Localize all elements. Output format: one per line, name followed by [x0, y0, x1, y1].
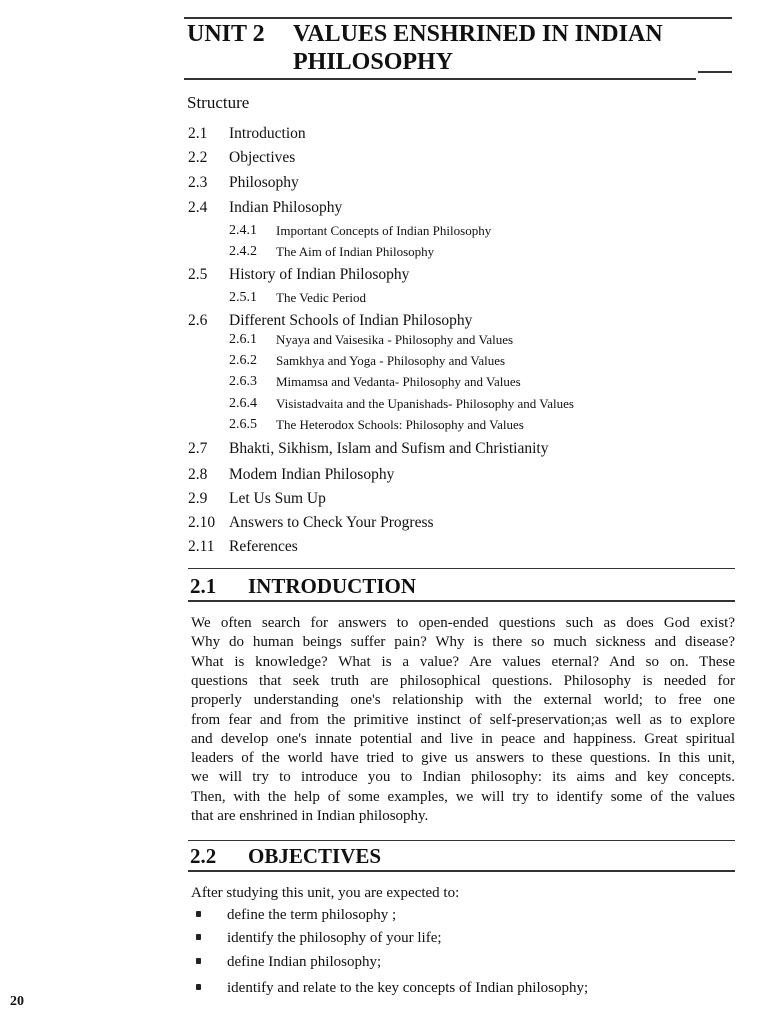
- toc-item-number: 2.5: [188, 266, 208, 283]
- introduction-heading: [190, 574, 416, 599]
- toc-item-title: Different Schools of Indian Philosophy: [229, 312, 473, 329]
- toc-item-title: Visistadvaita and the Upanishads- Philosophy and Values: [276, 396, 574, 411]
- toc-item-number: 2.1: [188, 125, 208, 142]
- toc-item-number: 2.4: [188, 199, 208, 216]
- objectives-heading: [190, 844, 381, 869]
- toc-item-number: 2.7: [188, 440, 208, 457]
- toc-item-title: Indian Philosophy: [229, 199, 343, 216]
- toc-item-number: 2.9: [188, 490, 208, 507]
- introduction-line: Why do human beings suffer pain? Why is there so much sickness and disease?: [191, 634, 735, 651]
- toc-item-title: Mimamsa and Vedanta- Philosophy and Values: [276, 374, 521, 389]
- objective-text: define Indian philosophy;: [227, 954, 382, 970]
- introduction-line: we will try to introduce you to Indian philosophy: its aims and key concepts.: [191, 769, 735, 786]
- toc-item-title: The Heterodox Schools: Philosophy and Values: [276, 417, 524, 432]
- page-number: 20: [10, 994, 24, 1009]
- unit-number: UNIT 2: [187, 21, 265, 47]
- toc-item-number: 2.6.1: [229, 332, 257, 347]
- toc-item-number: 2.6.3: [229, 374, 257, 389]
- toc-item-number: 2.2: [188, 149, 208, 166]
- toc-item-title: Introduction: [229, 125, 306, 142]
- introduction-line: What is knowledge? What is a value? Are values eternal? And so on. These: [191, 653, 735, 670]
- toc-item-number: 2.4.2: [229, 244, 257, 259]
- introduction-line: properly understanding one's relationship with the external world; to free one: [191, 692, 735, 709]
- toc-item-number: 2.10: [188, 514, 216, 531]
- toc-item-title: Answers to Check Your Progress: [229, 514, 434, 531]
- objectives-number: 2.2: [190, 844, 217, 868]
- bullet-icon: [196, 911, 201, 917]
- toc-item-title: The Vedic Period: [276, 290, 367, 305]
- toc-item-number: 2.6: [188, 312, 208, 329]
- top-rule: [184, 17, 732, 19]
- toc-item-title: Philosophy: [229, 174, 299, 191]
- objectives-intro: After studying this unit, you are expected to:: [191, 885, 460, 901]
- unit-title-line1: VALUES ENSHRINED IN INDIAN: [293, 21, 663, 47]
- unit-title-line2: PHILOSOPHY: [293, 49, 454, 75]
- toc-item-number: 2.11: [188, 538, 215, 555]
- toc-item-number: 2.5.1: [229, 290, 257, 305]
- toc-item-title: Let Us Sum Up: [229, 490, 326, 507]
- structure-label: Structure: [187, 93, 250, 112]
- toc-item-title: Modem Indian Philosophy: [229, 466, 395, 483]
- toc-item-number: 2.6.2: [229, 353, 257, 368]
- intro-bottom-rule: [188, 600, 735, 602]
- introduction-line: Then, with the help of some examples, we will try to identify some of the values: [191, 788, 735, 805]
- toc-item-title: History of Indian Philosophy: [229, 266, 410, 283]
- bullet-icon: [196, 958, 201, 964]
- toc-item-number: 2.6.5: [229, 417, 257, 432]
- introduction-line: leaders of the world have tried to give us answers to these questions. In this unit,: [191, 750, 735, 767]
- unit-title: [187, 20, 663, 76]
- toc-item-number: 2.3: [188, 174, 208, 191]
- introduction-line: and develop one's innate potential and live in peace and happiness. Great spiritual: [191, 730, 735, 747]
- objectives-top-rule: [188, 840, 735, 841]
- bullet-icon: [196, 934, 201, 940]
- objectives-bottom-rule: [188, 870, 735, 872]
- toc-item-number: 2.6.4: [229, 396, 257, 411]
- toc-item-title: Bhakti, Sikhism, Islam and Sufism and Christianity: [229, 440, 549, 457]
- toc-item-title: Samkhya and Yoga - Philosophy and Values: [276, 353, 506, 368]
- intro-top-rule: [188, 568, 735, 569]
- toc-item-title: The Aim of Indian Philosophy: [276, 244, 435, 259]
- toc-item-number: 2.8: [188, 466, 208, 483]
- toc-item-title: Objectives: [229, 149, 296, 166]
- objective-text: identify the philosophy of your life;: [227, 930, 442, 946]
- toc-item-number: 2.4.1: [229, 223, 257, 238]
- toc-item-title: Nyaya and Vaisesika - Philosophy and Values: [276, 332, 514, 347]
- introduction-title: INTRODUCTION: [248, 574, 417, 598]
- introduction-line: questions that seek truth are philosophical questions. Philosophy is needed for: [191, 672, 735, 689]
- toc-item-title: References: [229, 538, 298, 555]
- toc-item-title: Important Concepts of Indian Philosophy: [276, 223, 492, 238]
- objective-text: define the term philosophy ;: [227, 907, 397, 923]
- bullet-icon: [196, 984, 201, 990]
- introduction-line: from fear and from the primitive instinct of self-preservation;as well as to explore: [191, 711, 735, 728]
- introduction-line: that are enshrined in Indian philosophy.: [191, 808, 429, 824]
- introduction-number: 2.1: [190, 574, 217, 598]
- objective-text: identify and relate to the key concepts of Indian philosophy;: [227, 980, 589, 996]
- objectives-title: OBJECTIVES: [248, 844, 382, 868]
- introduction-line: We often search for answers to open-ended questions such as does God exist?: [191, 615, 735, 631]
- title-underline: [184, 78, 696, 80]
- title-underline-end: [698, 71, 732, 73]
